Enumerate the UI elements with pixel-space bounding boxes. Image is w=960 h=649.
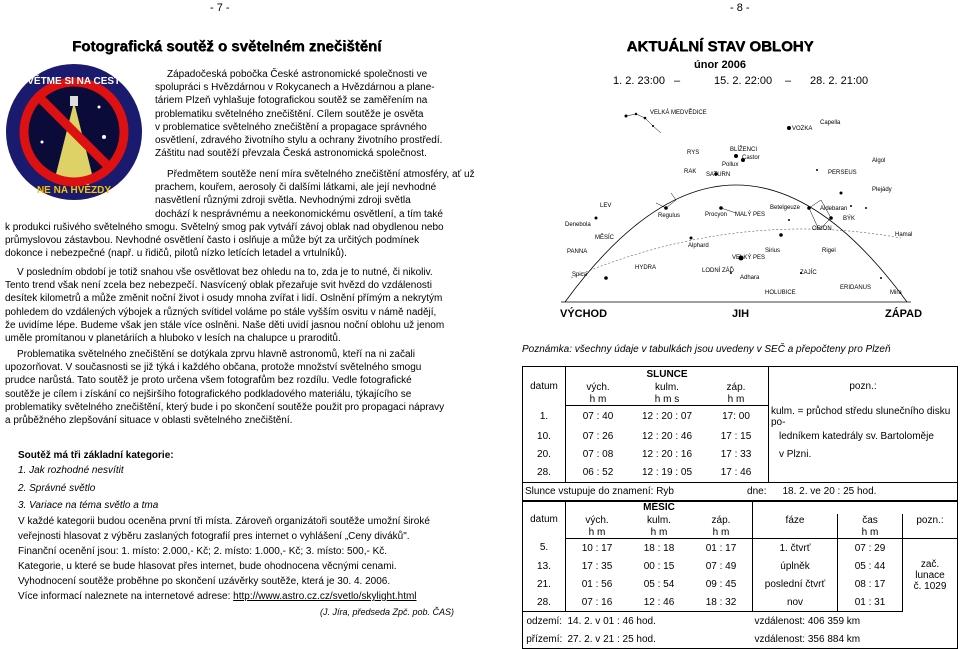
awards-paragraph: V každé kategorii budou oceněna první tři místa. Zároveň organizátoři soutěže umožní široké veřejnosti hlasovat z výběru zaslaných fotografií pres internet o vyhlášení „Ceny diváků". Finanční ocenění jsou: 1. místo: 2.000,- Kč; 2. místo: 1.000,- Kč; 3. místo: 500,- Kč. Kategorie, u které se bude hlasovat přes internet, bude ohodnocena věcnými cenami. Vyhodnocení soutěže proběhne po skončení uzávěrky soutěže, která je 30. 4. 2006. Více informací naleznete na internetové adrese: http://www.astro.cz.cz/svetlo/skylight.html <box>18 514 478 604</box>
map-label: HOLUBICE <box>765 290 796 296</box>
map-label: HYDRA <box>635 265 657 271</box>
map-label: Pollux <box>722 162 739 168</box>
map-label: ZAJÍC <box>800 270 817 276</box>
sun-title: SLUNCE <box>566 367 769 382</box>
table-row: 5. 10 : 17 18 : 18 01 : 17 1. čtvrť 07 : 29 zač. lunace č. 1029 <box>523 539 958 558</box>
map-label: Aldebaran <box>820 206 848 212</box>
sky-title: AKTUÁLNÍ STAV OBLOHY <box>626 38 814 55</box>
article-title: Fotografická soutěž o světelném znečištění <box>72 38 382 55</box>
apogee-value: 14. 2. v 01 : 46 hod. <box>567 615 656 627</box>
moon-title: MĚSÍC <box>566 501 753 515</box>
map-label: MALÝ PES <box>735 212 766 218</box>
table-row: 10. 07 : 26 12 : 20 : 46 17 : 15 ledníkem katedrály sv. Bartoloměje <box>523 428 958 446</box>
sky-month: únor 2006 <box>694 59 746 71</box>
apogee-distance: vzdálenost: 406 359 km <box>753 612 958 631</box>
subject-paragraph: Předmětem soutěže není míra světelného znečištění atmosféry, ať už prachem, kouřem, aerosoly či dalšími látkami, ale její nevhodné nasvětlení různými zdroji světla. Nevhodnými zdroji světla dochází k nesprávnému a neekonomickému osvětlení, a tím také <box>155 169 475 220</box>
left-page <box>0 0 480 645</box>
map-label: Regulus <box>658 213 681 219</box>
map-label: Spica <box>572 272 588 278</box>
map-label: Mira <box>890 290 902 296</box>
map-label: VELKÝ PES <box>732 255 766 261</box>
signature: (J. Jíra, předseda Zpč. pob. ČAS) <box>320 607 455 617</box>
map-label: Betelgeuze <box>770 205 801 211</box>
col-pozn: pozn.: <box>903 514 958 526</box>
zodiac-text: Slunce vstupuje do znamení: Ryb <box>523 482 705 501</box>
map-label: Hamal <box>895 232 913 238</box>
map-label: Sirius <box>765 248 781 254</box>
map-label: ORION <box>812 226 832 232</box>
map-label: VOZKA <box>792 126 813 132</box>
sky-map <box>561 88 911 304</box>
info-line: Více informací naleznete na internetové adrese: http://www.astro.cz.cz/svetlo/skylight.html <box>18 591 417 602</box>
units: h m s <box>630 393 704 406</box>
map-label: ERIDANUS <box>840 285 872 291</box>
map-label: Plejády <box>872 187 892 193</box>
table-row: 21. 01 : 56 05 : 54 09 : 45 poslední čtvrť 08 : 17 <box>523 575 958 593</box>
col-datum: datum <box>523 501 566 539</box>
intro-paragraph: Západočeská pobočka České astronomické společnosti ve spolupráci s Hvězdárnou v Rokycanech a Hvězdárnou a plane- táriem Plzeň vyhlašuje fotografickou soutěž se zaměřením na problematiku světelného znečištění. Cílem soutěže je osvěta v problematice světelného znečištění a propagace správného osvětlení, zdravého životního stylu a ochrany životního prostředí. Záštitu nad soutěží převzala Česká astronomická společnost. <box>155 69 443 160</box>
map-label: Rigel <box>822 248 836 254</box>
map-label: Capella <box>820 120 841 126</box>
map-label: Algol <box>872 158 886 164</box>
col-vych: vých. <box>586 381 610 393</box>
map-label: BLÍŽENCI <box>730 147 758 153</box>
info-link[interactable]: http://www.astro.cz.cz/svetlo/skylight.html <box>233 591 417 602</box>
perigee-label: přízemí: <box>523 630 566 649</box>
map-label: MĚSÍC <box>595 235 615 241</box>
category-item: 1. Jak rozhodné nesvítit <box>18 465 124 476</box>
map-label: PANNA <box>567 249 588 255</box>
map-label: BÝK <box>843 216 856 222</box>
map-label: Procyon <box>705 212 728 218</box>
map-date: 1. 2. 23:00 <box>613 75 665 87</box>
table-row: 28. 06 : 52 12 : 19 : 05 17 : 46 <box>523 464 958 483</box>
perigee-value: 27. 2. v 21 : 25 hod. <box>566 630 753 649</box>
col-zap: záp. <box>704 381 769 393</box>
table-row: 13. 17 : 35 00 : 15 07 : 49 úplněk 05 : 44 <box>523 557 958 575</box>
categories-title: Soutěž má tři základní kategorie: <box>18 450 174 461</box>
map-label: PERSEUS <box>828 170 857 176</box>
right-page <box>480 0 960 645</box>
map-label: LEV <box>600 203 612 209</box>
map-label: Alphard <box>688 243 709 249</box>
light-pollution-logo <box>4 62 144 202</box>
col-vych: vých. <box>585 514 609 526</box>
trend-paragraph: V posledním období je totiž snahou vše osvětlovat bez ohledu na to, zda je to nutné, či nikoliv. Tento trend však není zcela bez nebezpečí. Nasvícený oblak přezařuje svit hvězd do vzdálenosti desítek kilometrů a může změnit noční život i osudy mnoha zvířat i lidí. Oslnění přímým a nekrytým pohledem do vzdálených výbojek a různých svítidel voláme po stále vyšším osvitu v námě nadějí, že uvidíme lépe. Budeme však jen stále více oslněni. Naše děti uvidí jasnou noční oblohu už jenom uměle promítanou v planetáriích a hluboko v lesích na chalupce u praroditů. <box>5 267 445 345</box>
table-row: 20. 07 : 08 12 : 20 : 16 17 : 33 v Plzni. <box>523 446 958 464</box>
units: h m <box>566 393 631 406</box>
map-label: VELKÁ MEDVĚDICE <box>650 110 707 116</box>
direction-west: ZÁPAD <box>885 308 923 320</box>
perigee-distance: vzdálenost: 356 884 km <box>753 630 958 649</box>
timezone-note: Poznámka: všechny údaje v tabulkách jsou uvedeny v SEČ a přepočteny pro Plzeň <box>522 344 891 355</box>
col-pozn: pozn.: <box>769 367 958 406</box>
units: h m <box>704 393 769 406</box>
svg-text:NE NA HVĚZDY: NE NA HVĚZDY <box>36 185 112 196</box>
date-dash: – <box>785 75 792 87</box>
zodiac-dne-label: dne: <box>704 482 769 501</box>
category-item: 2. Správné světlo <box>18 483 96 494</box>
direction-south: JIH <box>732 308 750 320</box>
direction-east: VÝCHOD <box>560 308 608 320</box>
map-label: RYS <box>687 150 700 156</box>
zodiac-dne-value: 18. 2. ve 20 : 25 hod. <box>769 482 958 501</box>
col-kulm: kulm. <box>655 381 679 393</box>
table-row: 28. 07 : 16 12 : 46 18 : 32 nov 01 : 31 <box>523 593 958 612</box>
svg-text:SVĚTME SI NA CESTU: SVĚTME SI NA CESTU <box>20 76 128 87</box>
moon-table: datum MĚSÍC vých. kulm. záp. fáze čas pozn.: h m h m h m h m 5. 10 : 17 18 : 18 01 : 17 1. čtvrť 07 : 29 zač. lunace č. 1029 13. 17 : 35 00 : 15 07 : 49 úplněk 05 : 44 21. 01 : 56 05 : 54 09 : 45 poslední čtvrť 08 : 17 28. 07 : 16 12 : 46 18 : 32 nov 01 : 31 odzemí: 14. 2. v 01 : 46 hod. vzdálenost: 406 359 km přízemí: 27. 2. v 21 : 25 hod. vzdálenost: 356 884 km <box>522 500 958 649</box>
map-date: 15. 2. 22:00 <box>714 75 773 87</box>
col-kulm: kulm. <box>647 514 671 526</box>
table-row: 1. 07 : 40 12 : 20 : 07 17: 00 kulm. = průchod středu slunečního disku po- <box>523 406 958 428</box>
map-label: Denebola <box>565 222 591 228</box>
apogee-label: odzemí: <box>523 612 566 631</box>
col-datum: datum <box>523 367 566 406</box>
map-label: Castor <box>742 155 760 161</box>
date-dash: – <box>674 75 681 87</box>
col-zap: záp. <box>690 514 753 526</box>
map-date: 28. 2. 21:00 <box>810 75 869 87</box>
map-label: Adhara <box>740 275 760 281</box>
page-number: - 7 - <box>210 2 230 14</box>
map-label: LODNÍ ZÁĎ <box>702 268 735 274</box>
col-cas: čas <box>838 514 903 526</box>
map-label: SATURN <box>706 172 731 178</box>
map-label: RAK <box>684 169 697 175</box>
page-number: - 8 - <box>730 2 750 14</box>
subject-paragraph-continued: k produkci rušivého světelného smogu. Světelný smog pak vytváří závoj oblak nad obydlenou nebo průmyslovou zástavbou. Nevhodné osvětlení často i oslňuje a může být za určitých podmínek dokonce i nebezpečné (např. u řidičů, pilotů nízko letících letadel a vrtulníků). <box>5 222 444 260</box>
lunation-note: zač. lunace č. 1029 <box>903 539 958 612</box>
col-faze: fáze <box>753 514 838 526</box>
category-item: 3. Variace na téma světlo a tma <box>18 500 159 511</box>
problem-paragraph: Problematika světelného znečištění se dotýkala zprvu hlavně astronomů, kteří na ni začali upozorňovat. V současnosti se již týká i každého občana, protože množství světelného smogu prudce narůstá. Tato soutěž je proto určena všem fotografům bez rozdílu. Vedle fotografické soutěže je cílem i získání co nejširšího fotografického podkladového materiálu, týkajícího se problematiky světelného znečištění, který bude i po skončení soutěže použit pro propagaci nápravy a průběžného zlepšování situace v oblasti světelného znečištění. <box>5 349 445 427</box>
sun-table <box>522 366 958 502</box>
